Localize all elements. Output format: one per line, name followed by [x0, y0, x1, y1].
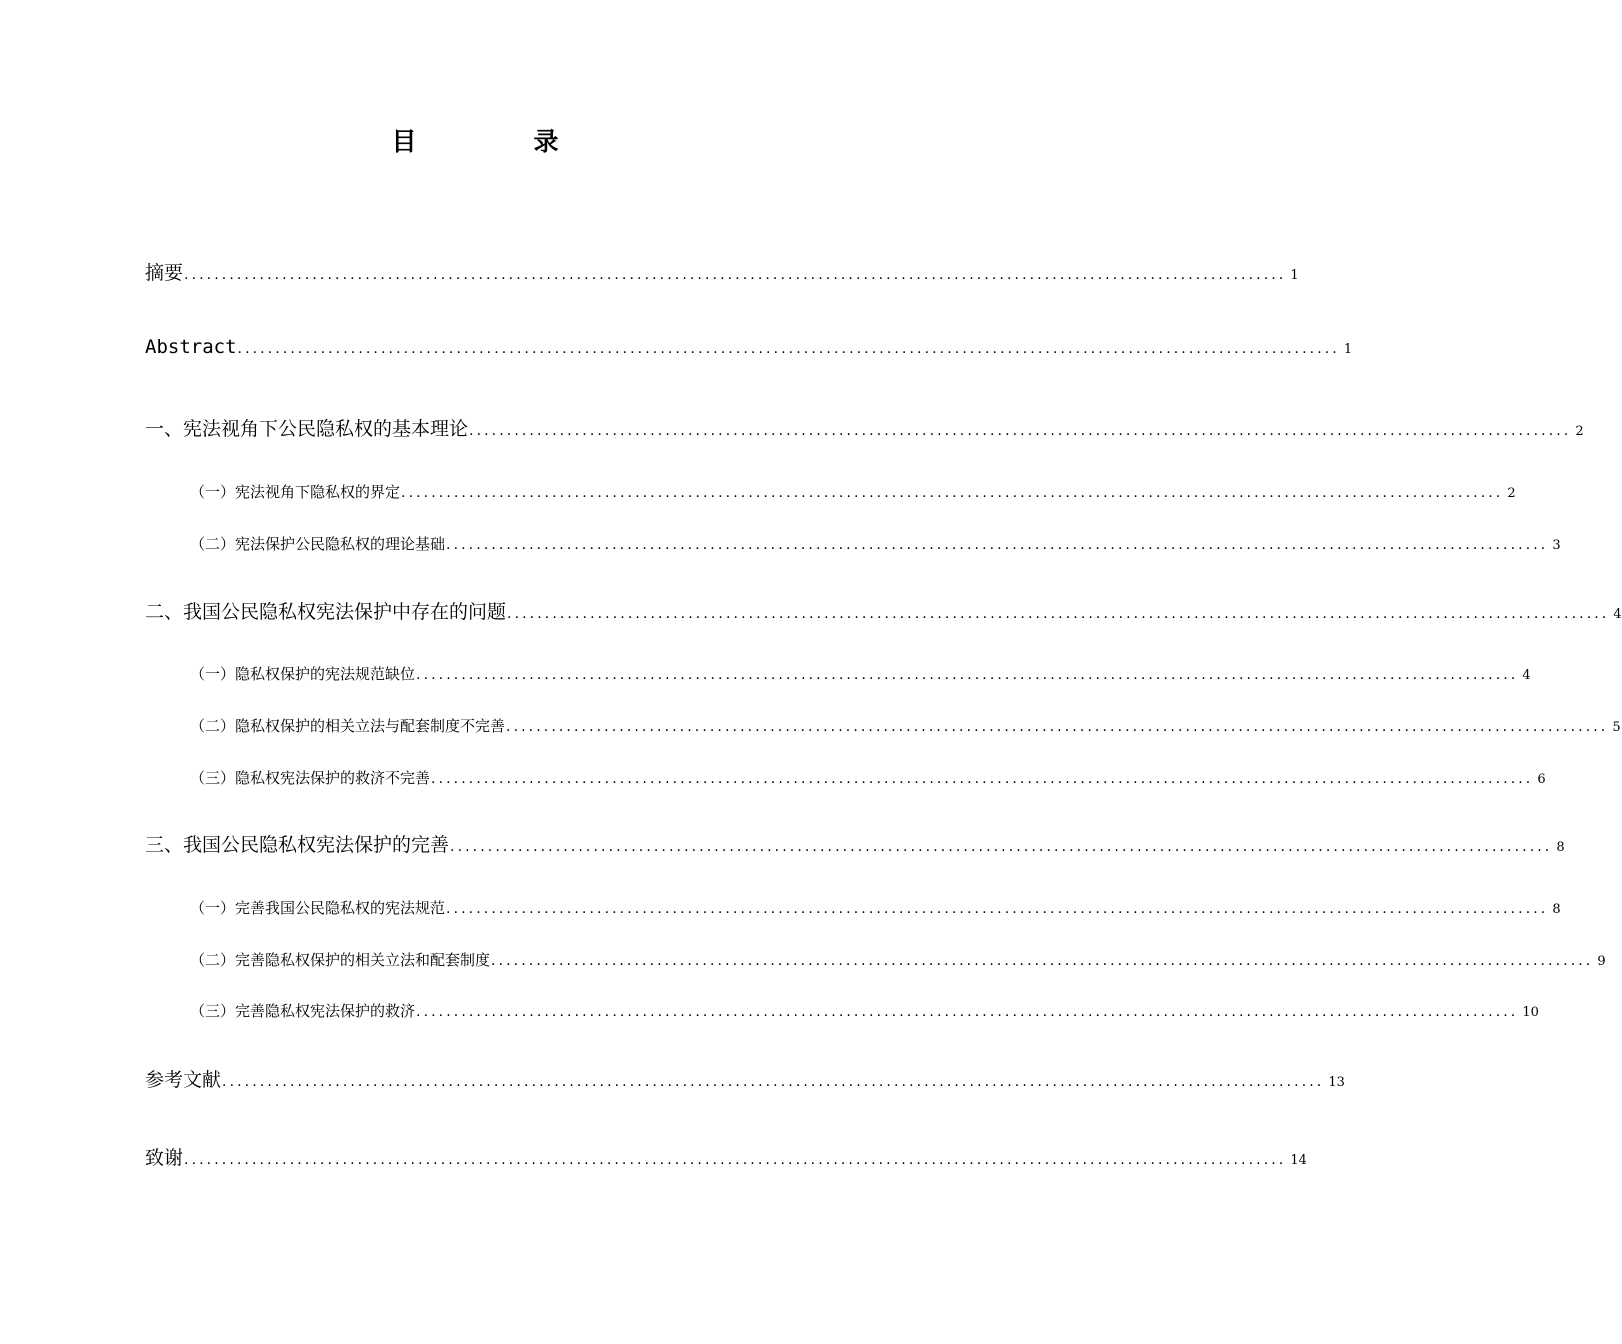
toc-entry-label: （一）隐私权保护的宪法规范缺位 [190, 665, 416, 683]
toc-entry-page: 4 [1522, 668, 1531, 683]
toc-entry-page: 4 [1613, 607, 1622, 622]
dot-leader: .................................................................................................................................................. [184, 267, 1287, 283]
toc-entry-label: 三、我国公民隐私权宪法保护的完善 [145, 834, 450, 856]
toc-entry-page: 1 [1290, 268, 1299, 283]
toc-entry-label: （二）隐私权保护的相关立法与配套制度不完善 [190, 717, 506, 735]
toc-entry-section-3-2[interactable] [190, 949, 1606, 970]
toc-entry-label: （一）宪法视角下隐私权的界定 [190, 483, 401, 501]
dot-leader: .................................................................................................................................................. [416, 667, 1519, 683]
toc-entry-abstract-en[interactable] [145, 336, 1353, 358]
toc-entry-section-1-1[interactable] [190, 481, 1516, 502]
toc-entry-section-2-2[interactable] [190, 715, 1621, 736]
toc-entry-label: （二）宪法保护公民隐私权的理论基础 [190, 535, 446, 553]
toc-entry-section-2-1[interactable] [190, 663, 1531, 684]
toc-entry-label: 致谢 [145, 1147, 184, 1169]
toc-entry-abstract-cn[interactable] [145, 258, 1299, 285]
dot-leader: .................................................................................................................................................. [506, 719, 1609, 735]
toc-entry-page: 8 [1552, 902, 1561, 917]
toc-entry-section-3-1[interactable] [190, 897, 1561, 918]
toc-entry-label: （一）完善我国公民隐私权的宪法规范 [190, 899, 446, 917]
dot-leader: .................................................................................................................................................. [446, 901, 1549, 917]
toc-entry-label: （二）完善隐私权保护的相关立法和配套制度 [190, 951, 491, 969]
toc-entry-chapter-3[interactable] [145, 830, 1565, 857]
toc-entry-section-2-3[interactable] [190, 767, 1546, 788]
dot-leader: .................................................................................................................................................. [491, 953, 1594, 969]
dot-leader: .................................................................................................................................................. [184, 1152, 1287, 1168]
toc-entry-chapter-1[interactable] [145, 414, 1584, 441]
dot-leader: .................................................................................................................................................. [416, 1004, 1519, 1020]
dot-leader: .................................................................................................................................................. [431, 771, 1534, 787]
toc-entry-page: 10 [1522, 1005, 1539, 1020]
toc-entry-label: 二、我国公民隐私权宪法保护中存在的问题 [145, 601, 507, 623]
toc-entry-page: 5 [1612, 720, 1621, 735]
toc-entry-page: 9 [1597, 954, 1606, 969]
dot-leader: .................................................................................................................................................. [237, 341, 1340, 357]
toc-entry-page: 1 [1343, 342, 1353, 357]
toc-entry-page: 2 [1575, 424, 1584, 439]
toc-entry-label: 摘要 [145, 262, 184, 284]
toc-entry-acknowledgements[interactable] [145, 1143, 1307, 1170]
toc-entry-label: 参考文献 [145, 1069, 222, 1091]
dot-leader: .................................................................................................................................................. [401, 485, 1504, 501]
toc-entry-label: Abstract [145, 336, 237, 358]
dot-leader: .................................................................................................................................................. [450, 839, 1553, 855]
toc-entry-chapter-2[interactable] [145, 597, 1622, 624]
toc-entry-page: 8 [1556, 840, 1565, 855]
toc-entry-references[interactable] [145, 1065, 1345, 1092]
toc-entry-page: 14 [1290, 1153, 1307, 1168]
dot-leader: .................................................................................................................................................. [222, 1074, 1325, 1090]
toc-entry-page: 13 [1328, 1075, 1345, 1090]
dot-leader: .................................................................................................................................................. [446, 537, 1549, 553]
toc-entry-page: 2 [1507, 486, 1516, 501]
toc-entry-section-3-3[interactable] [190, 1000, 1539, 1021]
toc-entry-label: 一、宪法视角下公民隐私权的基本理论 [145, 418, 469, 440]
toc-entry-page: 6 [1537, 772, 1546, 787]
toc-entry-label: （三）隐私权宪法保护的救济不完善 [190, 769, 431, 787]
toc-entry-section-1-2[interactable] [190, 533, 1561, 554]
dot-leader: .................................................................................................................................................. [469, 423, 1572, 439]
page-title: 目 录 [391, 127, 605, 156]
toc-entry-label: （三）完善隐私权宪法保护的救济 [190, 1002, 416, 1020]
toc-entry-page: 3 [1552, 538, 1561, 553]
dot-leader: .................................................................................................................................................. [507, 606, 1610, 622]
